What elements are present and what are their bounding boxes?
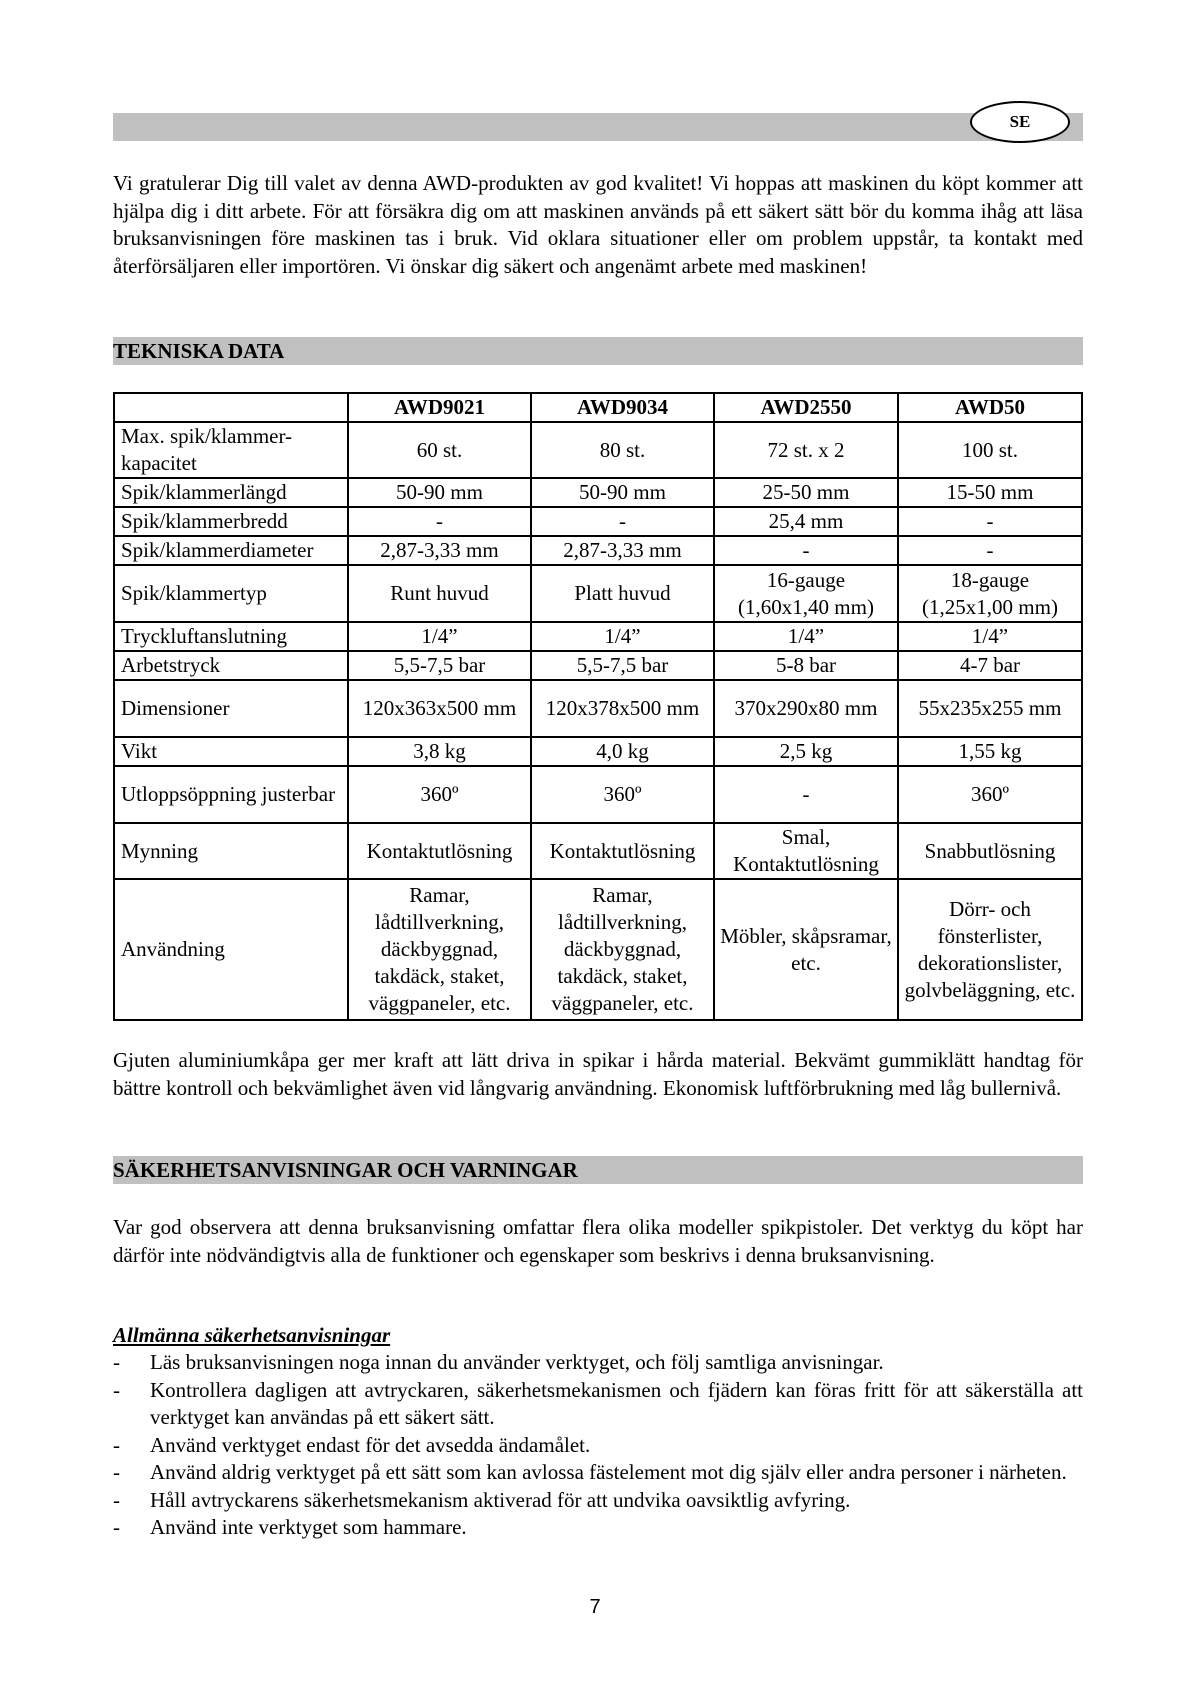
list-item-text: Använd verktyget endast för det avsedda ändamålet.	[150, 1432, 591, 1457]
table-cell: 16-gauge (1,60x1,40 mm)	[714, 565, 898, 622]
table-cell: -	[898, 507, 1082, 536]
table-cell: Möbler, skåpsramar, etc.	[714, 879, 898, 1020]
list-item	[113, 1459, 1083, 1487]
table-cell: 5-8 bar	[714, 651, 898, 680]
page-number: 7	[589, 1596, 601, 1618]
model-header: AWD9034	[531, 393, 714, 422]
table-cell: Ramar, lådtillverkning, däckbyggnad, takdäck, staket, väggpaneler, etc.	[348, 879, 531, 1020]
list-item-text: Kontrollera dagligen att avtryckaren, säkerhetsmekanismen och fjädern kan föras fritt för att säkerställa att verktyget kan användas på ett säkert sätt.	[150, 1377, 1083, 1429]
safety-list	[113, 1349, 1083, 1542]
table-row	[114, 651, 1082, 680]
row-label: Spik/klammerbredd	[114, 507, 348, 536]
table-cell: 72 st. x 2	[714, 422, 898, 478]
table-row	[114, 823, 1082, 879]
list-item	[113, 1514, 1083, 1542]
table-row	[114, 565, 1082, 622]
table-cell: 360º	[348, 766, 531, 823]
technical-data-heading: TEKNISKA DATA	[113, 337, 1083, 365]
table-cell: 370x290x80 mm	[714, 680, 898, 737]
row-label: Spik/klammerdiameter	[114, 536, 348, 565]
table-cell: 1/4”	[531, 622, 714, 651]
list-item	[113, 1377, 1083, 1432]
row-label: Användning	[114, 879, 348, 1020]
table-cell: -	[898, 536, 1082, 565]
table-cell: 25,4 mm	[714, 507, 898, 536]
language-badge: SE	[970, 101, 1070, 143]
safety-heading: SÄKERHETSANVISNINGAR OCH VARNINGAR	[113, 1156, 1083, 1184]
safety-intro-paragraph: Var god observera att denna bruksanvisning omfattar flera olika modeller spikpistoler. Det verktyg du köpt har därför inte nödvändigtvis alla de funktioner och egenskaper som beskrivs i denna bruksanvisning.	[113, 1215, 1083, 1267]
table-cell: 360º	[898, 766, 1082, 823]
table-cell: 18-gauge (1,25x1,00 mm)	[898, 565, 1082, 622]
table-cell: 1/4”	[714, 622, 898, 651]
row-label: Arbetstryck	[114, 651, 348, 680]
table-cell: 2,87-3,33 mm	[348, 536, 531, 565]
model-header: AWD9021	[348, 393, 531, 422]
table-cell: 2,87-3,33 mm	[531, 536, 714, 565]
row-label: Spik/klammertyp	[114, 565, 348, 622]
list-item-text: Använd inte verktyget som hammare.	[150, 1515, 467, 1539]
list-item-text: Läs bruksanvisningen noga innan du använder verktyget, och följ samtliga anvisningar.	[150, 1350, 884, 1374]
list-item	[113, 1349, 1083, 1377]
table-cell: 3,8 kg	[348, 737, 531, 766]
row-label: Max. spik/klammer-kapacitet	[114, 422, 348, 478]
table-cell: 5,5-7,5 bar	[348, 651, 531, 680]
row-label: Vikt	[114, 737, 348, 766]
table-cell: 2,5 kg	[714, 737, 898, 766]
table-cell: Platt huvud	[531, 565, 714, 622]
table-cell: Runt huvud	[348, 565, 531, 622]
bullet-dash: -	[113, 1515, 120, 1539]
table-cell: 360º	[531, 766, 714, 823]
table-cell: 50-90 mm	[348, 478, 531, 507]
table-row	[114, 622, 1082, 651]
list-item-text: Håll avtryckarens säkerhetsmekanism aktiverad för att undvika oavsiktlig avfyring.	[150, 1487, 851, 1512]
general-safety-subheading: Allmänna säkerhetsanvisningar	[113, 1323, 391, 1347]
table-cell: 4,0 kg	[531, 737, 714, 766]
list-item-text: Använd aldrig verktyget på ett sätt som kan avlossa fästelement mot dig själv eller andra personer i närheten.	[150, 1460, 1067, 1484]
table-row	[114, 422, 1082, 478]
table-cell: 55x235x255 mm	[898, 680, 1082, 737]
table-cell: 5,5-7,5 bar	[531, 651, 714, 680]
list-item	[113, 1432, 1083, 1460]
table-cell: 4-7 bar	[898, 651, 1082, 680]
table-cell: 60 st.	[348, 422, 531, 478]
table-cell: Smal, Kontaktutlösning	[714, 823, 898, 879]
table-cell: 1/4”	[348, 622, 531, 651]
table-cell: 80 st.	[531, 422, 714, 478]
table-cell: Ramar, lådtillverkning, däckbyggnad, takdäck, staket, väggpaneler, etc.	[531, 879, 714, 1020]
table-cell: -	[348, 507, 531, 536]
table-row	[114, 507, 1082, 536]
table-row	[114, 879, 1082, 1020]
model-header: AWD2550	[714, 393, 898, 422]
table-cell: 1/4”	[898, 622, 1082, 651]
table-row	[114, 536, 1082, 565]
table-row	[114, 737, 1082, 766]
table-row	[114, 766, 1082, 823]
row-label: Mynning	[114, 823, 348, 879]
table-header-row	[114, 393, 1082, 422]
bullet-dash: -	[113, 1487, 120, 1512]
row-label: Spik/klammerlängd	[114, 478, 348, 507]
row-label: Tryckluftanslutning	[114, 622, 348, 651]
table-cell: 25-50 mm	[714, 478, 898, 507]
list-item	[113, 1487, 1083, 1515]
table-cell: 120x363x500 mm	[348, 680, 531, 737]
row-label: Utloppsöppning justerbar	[114, 766, 348, 823]
table-cell: Snabbutlösning	[898, 823, 1082, 879]
table-cell: -	[714, 766, 898, 823]
table-cell: 50-90 mm	[531, 478, 714, 507]
header-bar	[113, 113, 1083, 141]
technical-data-table	[113, 392, 1083, 1021]
features-paragraph: Gjuten aluminiumkåpa ger mer kraft att lätt driva in spikar i hårda material. Bekvämt gummiklätt handtag för bättre kontroll och bekvämlighet även vid långvarig användning. Ekonomisk luftförbrukning med låg bullernivå.	[113, 1048, 1083, 1100]
bullet-dash: -	[113, 1377, 120, 1402]
table-cell: Kontaktutlösning	[348, 823, 531, 879]
table-row	[114, 478, 1082, 507]
table-cell: 15-50 mm	[898, 478, 1082, 507]
bullet-dash: -	[113, 1432, 120, 1457]
table-cell: 1,55 kg	[898, 737, 1082, 766]
header-blank-cell	[114, 393, 348, 422]
table-cell: -	[714, 536, 898, 565]
table-cell: -	[531, 507, 714, 536]
bullet-dash: -	[113, 1460, 120, 1484]
table-cell: Kontaktutlösning	[531, 823, 714, 879]
table-cell: Dörr- och fönsterlister, dekorationslister, golvbeläggning, etc.	[898, 879, 1082, 1020]
table-cell: 120x378x500 mm	[531, 680, 714, 737]
model-header: AWD50	[898, 393, 1082, 422]
table-cell: 100 st.	[898, 422, 1082, 478]
row-label: Dimensioner	[114, 680, 348, 737]
bullet-dash: -	[113, 1350, 120, 1374]
intro-paragraph: Vi gratulerar Dig till valet av denna AWD-produkten av god kvalitet! Vi hoppas att maskinen du köpt kommer att hjälpa dig i ditt arbete. För att försäkra dig om att maskinen används på ett säkert sätt bör du komma ihåg att läsa bruksanvisningen före maskinen tas i bruk. Vid oklara situationer eller om problem uppstår, ta kontakt med återförsäljaren eller importören. Vi önskar dig säkert och angenämt arbete med maskinen!	[113, 171, 1083, 278]
table-row	[114, 680, 1082, 737]
